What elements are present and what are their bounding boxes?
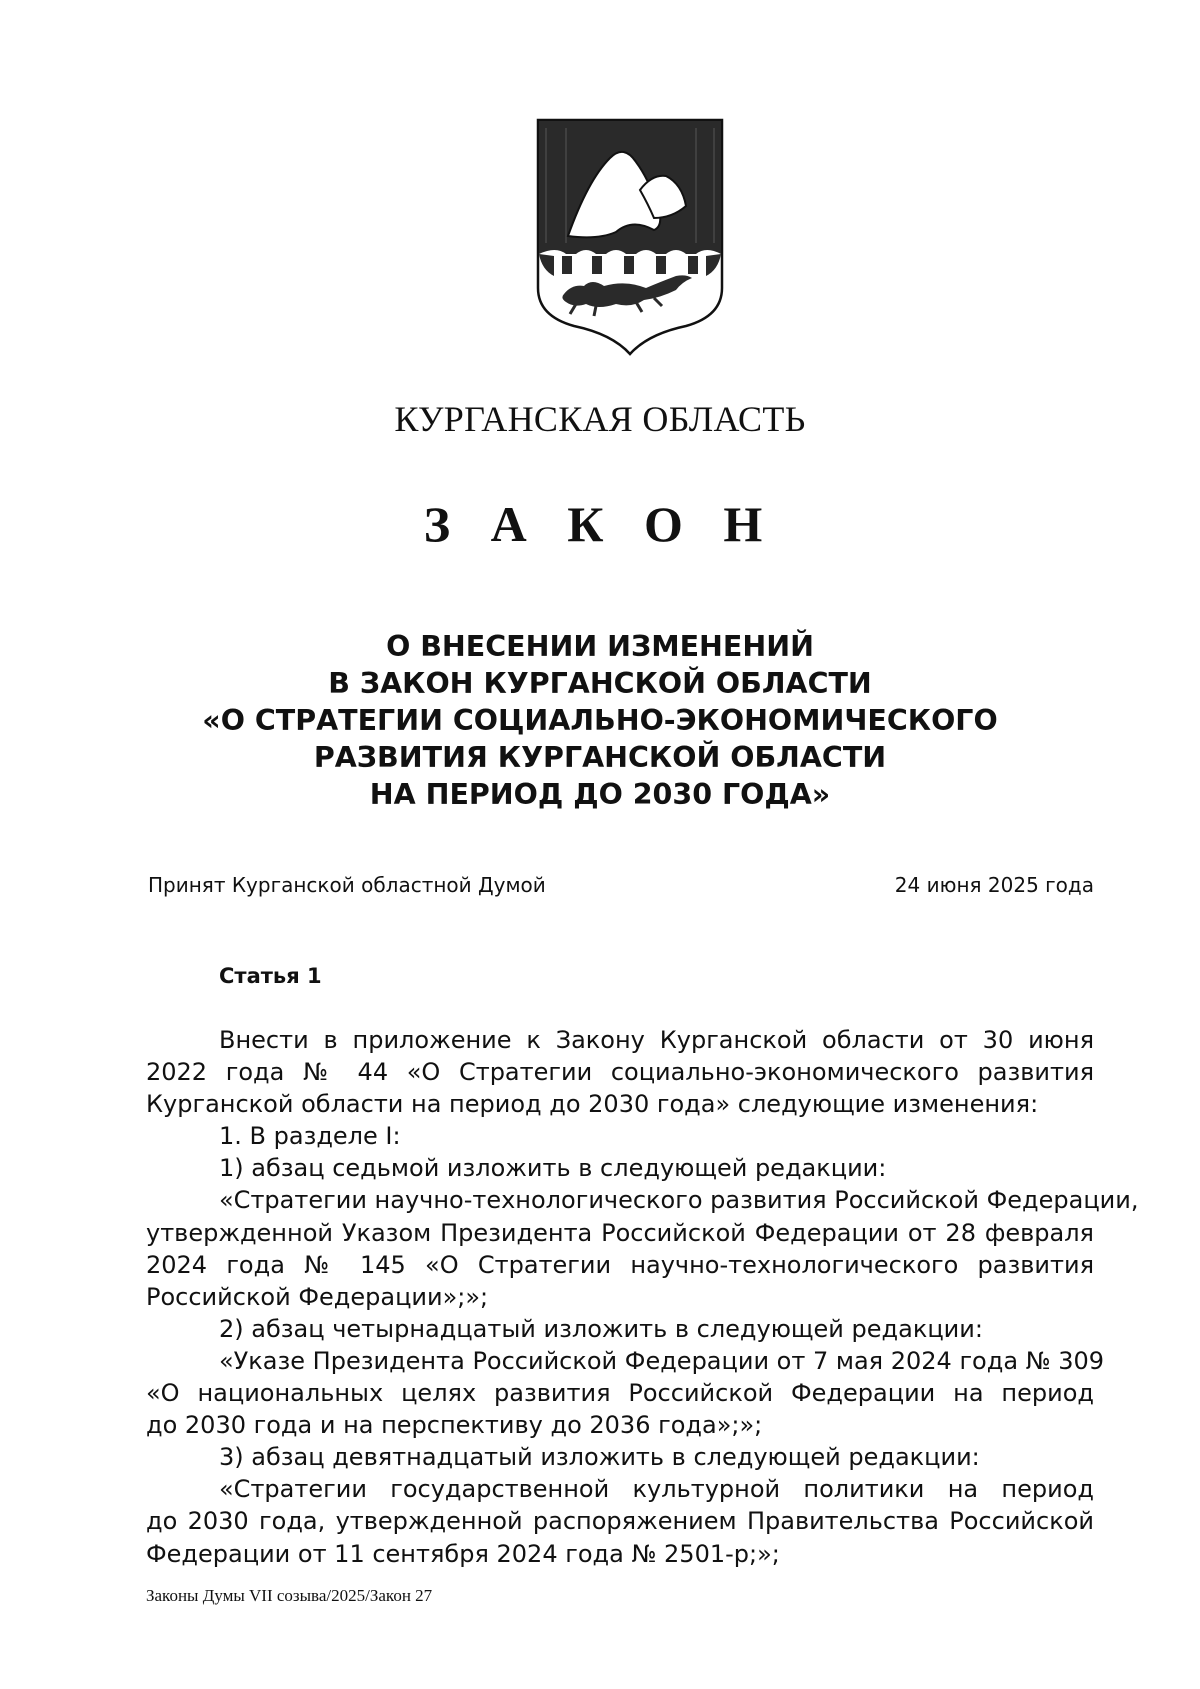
law-title-line: «О СТРАТЕГИИ СОЦИАЛЬНО-ЭКОНОМИЧЕСКОГО — [202, 704, 998, 737]
body-line: 2) абзац четырнадцатый изложить в следующей редакции: — [219, 1314, 983, 1343]
body-line: 2024 года № 145 «О Стратегии научно-технологического развития — [146, 1250, 1094, 1279]
law-title-line: РАЗВИТИЯ КУРГАНСКОЙ ОБЛАСТИ — [313, 741, 887, 774]
body-line: до 2030 года, утвержденной распоряжением Правительства Российской — [146, 1507, 1094, 1536]
law-title-line: В ЗАКОН КУРГАНСКОЙ ОБЛАСТИ — [328, 667, 872, 700]
body-line: 3) абзац девятнадцатый изложить в следующей редакции: — [219, 1443, 980, 1472]
body-line: утвержденной Указом Президента Российской Федерации от 28 февраля — [146, 1218, 1094, 1247]
article-heading: Статья 1 — [219, 964, 322, 988]
body-line: до 2030 года и на перспективу до 2036 года»;»; — [146, 1411, 763, 1440]
law-title-line: НА ПЕРИОД ДО 2030 ГОДА» — [369, 778, 831, 811]
law-title-line: О ВНЕСЕНИИ ИЗМЕНЕНИЙ — [386, 630, 814, 663]
body-line: 2022 года № 44 «О Стратегии социально-экономического развития — [146, 1058, 1094, 1087]
body-line: Федерации от 11 сентября 2024 года № 2501-р;»; — [146, 1539, 780, 1568]
region-name: КУРГАНСКАЯ ОБЛАСТЬ — [394, 399, 806, 439]
coat-of-arms-icon — [536, 118, 724, 358]
article-body — [146, 1024, 1139, 1570]
body-line: Внести в приложение к Закону Курганской области от 30 июня — [219, 1026, 1094, 1054]
adoption-line — [148, 873, 1094, 897]
body-line: «Стратегии научно-технологического развития Российской Федерации, — [219, 1186, 1139, 1215]
body-line: Российской Федерации»;»; — [146, 1282, 489, 1311]
footer-reference: Законы Думы VII созыва/2025/Закон 27 — [146, 1586, 433, 1605]
body-line: «О национальных целях развития Российской Федерации на период — [146, 1379, 1094, 1408]
body-line: Курганской области на период до 2030 года» следующие изменения: — [146, 1090, 1039, 1119]
adopted-by: Принят Курганской областной Думой — [148, 873, 546, 897]
body-line: 1. В разделе I: — [219, 1122, 401, 1151]
law-title — [0, 628, 1200, 813]
body-line: «Указе Президента Российской Федерации от 7 мая 2024 года № 309 — [219, 1346, 1105, 1375]
body-line: «Стратегии государственной культурной политики на период — [219, 1475, 1094, 1504]
document-type: З А К О Н — [423, 496, 777, 552]
body-line: 1) абзац седьмой изложить в следующей редакции: — [219, 1154, 887, 1183]
adoption-date: 24 июня 2025 года — [894, 873, 1094, 897]
